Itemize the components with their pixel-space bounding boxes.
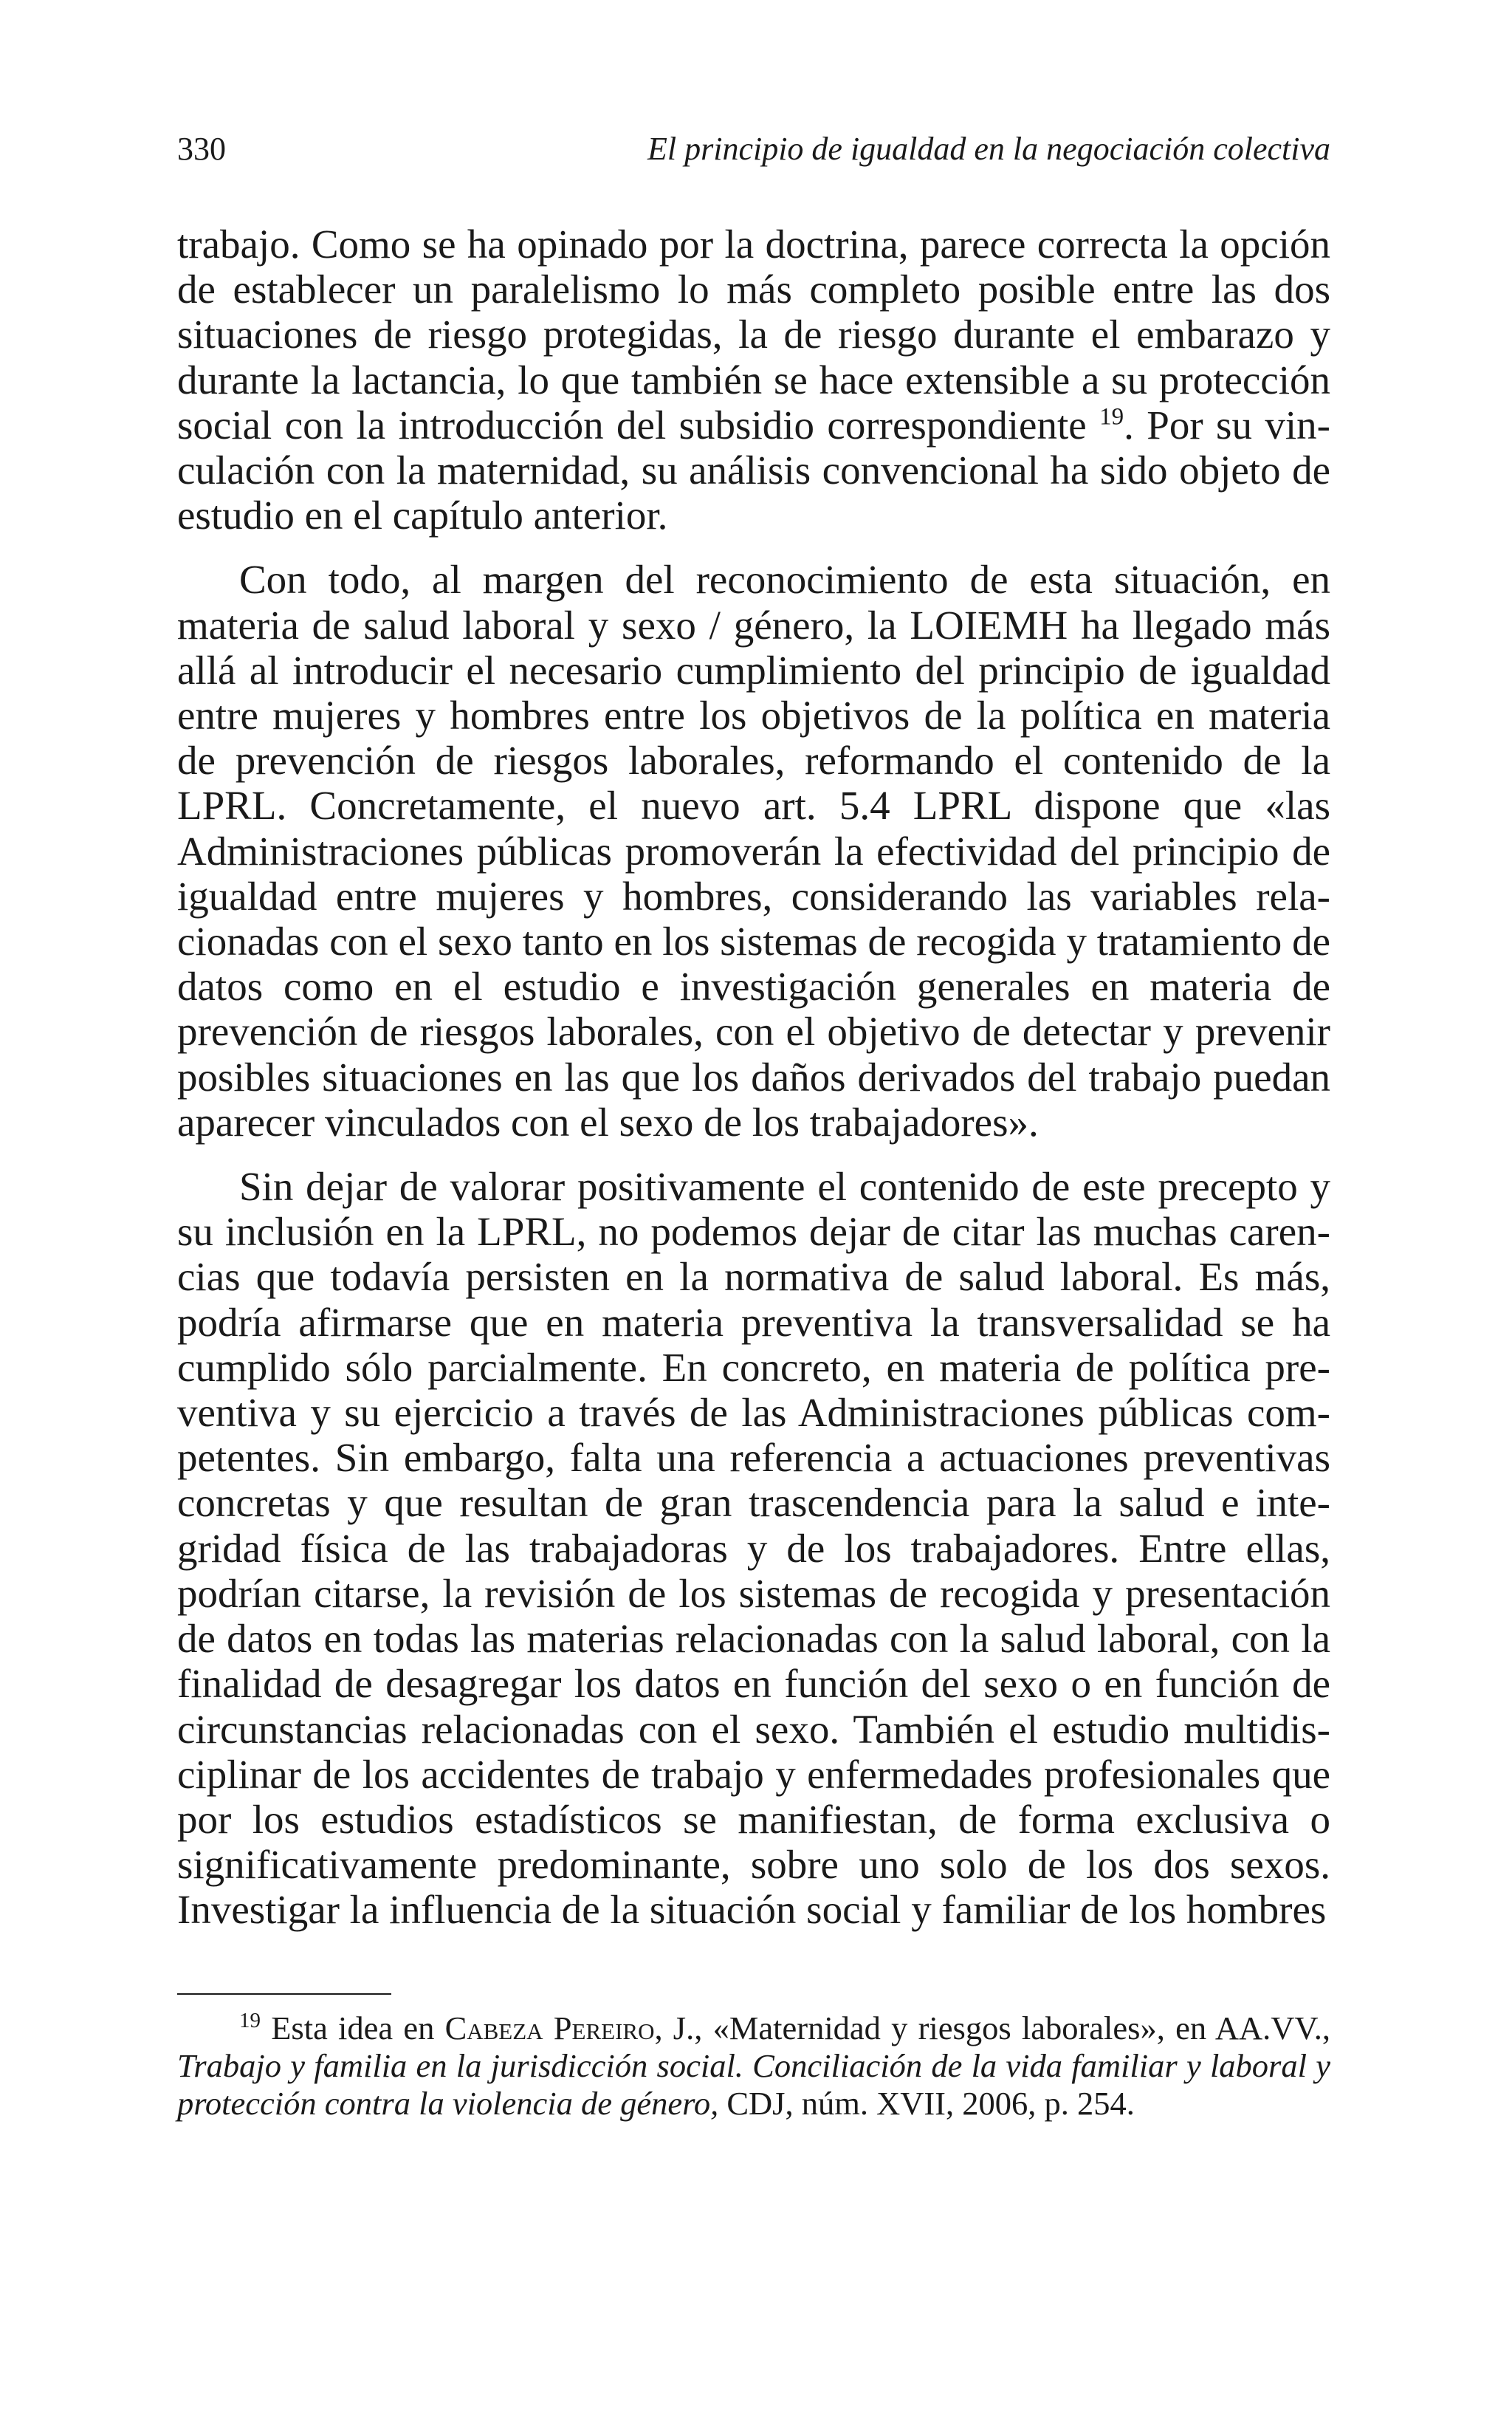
footnote-text-intro: Esta idea en bbox=[261, 2009, 445, 2046]
running-title: El principio de igualdad en la negociación colectiva bbox=[647, 131, 1330, 167]
paragraph-2: Con todo, al margen del reconocimiento de esta situación, en materia de salud laboral y sexo / género, la LOIEMH ha llegado más allá al introducir el necesario cumplimiento del principio de igualdad entre mujeres y hombres entre los objetivos de la política en materia de prevención de riesgos laborales, reformando el contenido de la LPRL. Concretamente, el nuevo art. 5.4 LPRL dispone que «las Administraciones públicas promoverán la efectividad del principio de igualdad entre mujeres y hombres, considerando las variables relacionadas con el sexo tanto en los sistemas de recogida y tratamiento de datos como en el estudio e investigación generales en materia de prevención de riesgos laborales, con el objetivo de detectar y prevenir posibles situaciones en las que los daños derivados del trabajo puedan aparecer vinculados con el sexo de los trabajadores». bbox=[177, 557, 1330, 1145]
footnote-19 bbox=[177, 2010, 1330, 2123]
paragraph-1 bbox=[177, 222, 1330, 538]
running-header bbox=[177, 133, 1330, 177]
book-page bbox=[177, 133, 1330, 2123]
footnote-separator bbox=[177, 1993, 391, 1995]
footnote-text-mid: , J., «Maternidad y riesgos laborales», en AA.VV., bbox=[654, 2009, 1331, 2046]
paragraph-3: Sin dejar de valorar positivamente el contenido de este precepto y su inclusión en la LPRL, no podemos dejar de citar las muchas carencias que todavía persisten en la normativa de salud laboral. Es más, podría afirmarse que en materia preventiva la transversalidad se ha cumplido sólo parcialmente. En concreto, en materia de política preventiva y su ejercicio a través de las Administraciones públicas competentes. Sin embargo, falta una referencia a actuaciones preventivas concretas y que resultan de gran trascendencia para la salud e integridad física de las trabajadoras y de los trabajadores. Entre ellas, podrían citarse, la revisión de los sistemas de recogida y presentación de datos en todas las materias relacionadas con la salud laboral, con la finalidad de desagregar los datos en función del sexo o en función de circunstancias relacionadas con el sexo. También el estudio multidisciplinar de los accidentes de trabajo y enfermedades profesionales que por los estudios estadísticos se manifiestan, de forma exclusiva o significativamente predominante, sobre uno solo de los dos sexos. Investigar la influencia de la situación social y familiar de los hombres bbox=[177, 1164, 1330, 1933]
paragraph-1-text-start: trabajo. Como se ha opinado por la doctrina, parece correcta la opción de establecer un paralelismo lo más completo posible entre las dos situaciones de riesgo protegidas, la de riesgo durante el embarazo y durante la lactancia, lo que también se hace extensible a su protección social con la introducción del subsidio correspondiente bbox=[177, 222, 1330, 448]
body-text bbox=[177, 222, 1330, 1933]
footnote-reference[interactable]: 19 bbox=[1099, 403, 1124, 431]
footnote-author: Cabeza Pereiro bbox=[444, 2009, 655, 2046]
footnote-number: 19 bbox=[239, 2008, 261, 2032]
footnote-book-title: Trabajo y familia en la jurisdicción social. Conciliación de la vida familiar y laboral y protección contra la violencia de género, bbox=[177, 2046, 1330, 2122]
paragraph-1-text-end: . Por su vinculación con la maternidad, su análisis convencional ha sido objeto de estudio en el capítulo anterior. bbox=[177, 402, 1330, 538]
footnote-text-end: CDJ, núm. XVII, 2006, p. 254. bbox=[718, 2084, 1135, 2122]
page-number: 330 bbox=[177, 131, 226, 167]
